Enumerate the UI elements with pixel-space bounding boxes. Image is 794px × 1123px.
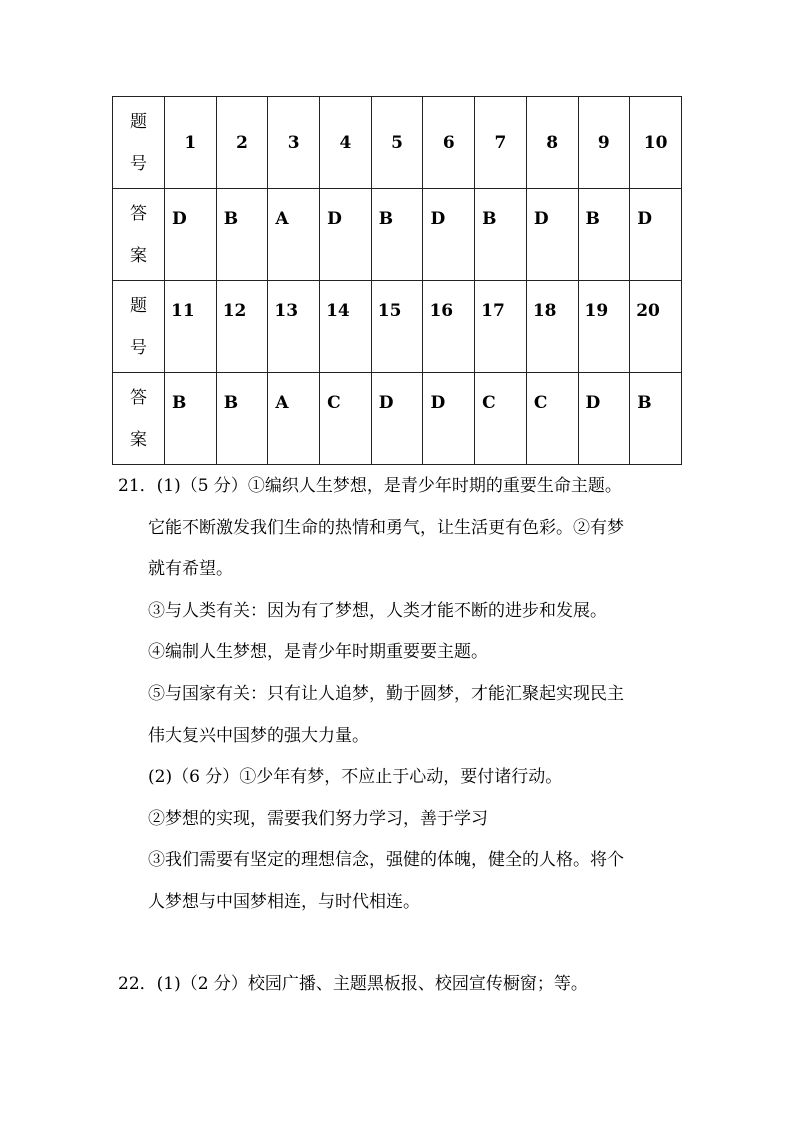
- label-char: 案: [130, 429, 147, 450]
- q21-line: 伟大复兴中国梦的强大力量。: [148, 725, 369, 746]
- table-cell: 5: [371, 97, 423, 189]
- table-cell: D: [423, 373, 475, 465]
- table-cell: 6: [423, 97, 475, 189]
- table-cell: D: [578, 373, 630, 465]
- table-cell: B: [578, 189, 630, 281]
- table-cell: 20: [630, 281, 682, 373]
- table-cell: D: [371, 373, 423, 465]
- table-cell: B: [371, 189, 423, 281]
- table-cell: 15: [371, 281, 423, 373]
- q21-line: 就有希望。: [148, 559, 233, 580]
- table-row: [113, 373, 682, 465]
- table-cell: A: [268, 373, 320, 465]
- table-cell: 9: [578, 97, 630, 189]
- row-label: [113, 373, 165, 465]
- table-cell: D: [526, 189, 578, 281]
- label-char: 答: [130, 387, 147, 408]
- table-cell: D: [423, 189, 475, 281]
- table-cell: 1: [165, 97, 217, 189]
- q21-part2-line: (2)（6 分）①少年有梦，不应止于心动，要付诸行动。: [148, 767, 563, 788]
- table-cell: C: [475, 373, 527, 465]
- table-cell: 14: [320, 281, 372, 373]
- table-cell: 16: [423, 281, 475, 373]
- table-row: [113, 281, 682, 373]
- table-cell: C: [526, 373, 578, 465]
- q21-line: ④编制人生梦想，是青少年时期重要要主题。: [148, 642, 488, 663]
- table-cell: 17: [475, 281, 527, 373]
- table-cell: 13: [268, 281, 320, 373]
- table-cell: B: [216, 189, 268, 281]
- table-cell: B: [475, 189, 527, 281]
- label-char: 案: [130, 245, 147, 266]
- label-char: 答: [130, 203, 147, 224]
- table-cell: 8: [526, 97, 578, 189]
- table-cell: B: [165, 373, 217, 465]
- answer-text: [118, 466, 698, 1005]
- q21-line: ③与人类有关：因为有了梦想，人类才能不断的进步和发展。: [148, 600, 607, 621]
- label-char: 题: [130, 295, 147, 316]
- table-cell: D: [630, 189, 682, 281]
- table-cell: C: [320, 373, 372, 465]
- table-cell: 10: [630, 97, 682, 189]
- table-cell: 7: [475, 97, 527, 189]
- table-cell: B: [630, 373, 682, 465]
- spacer: [118, 924, 698, 964]
- label-char: 题: [130, 111, 147, 132]
- table-cell: A: [268, 189, 320, 281]
- row-label: [113, 281, 165, 373]
- row-label: [113, 189, 165, 281]
- q21-line: ⑤与国家有关：只有让人追梦，勤于圆梦，才能汇聚起实现民主: [148, 683, 624, 704]
- table-cell: 12: [216, 281, 268, 373]
- table-cell: B: [216, 373, 268, 465]
- table-cell: D: [320, 189, 372, 281]
- table-cell: 4: [320, 97, 372, 189]
- q21-heading-line: 21．(1)（5 分）①编织人生梦想，是青少年时期的重要生命主题。: [118, 476, 622, 496]
- table-cell: 19: [578, 281, 630, 373]
- q22-heading-line: 22．(1)（2 分）校园广播、主题黑板报、校园宣传橱窗；等。: [118, 973, 588, 994]
- table-cell: 3: [268, 97, 320, 189]
- answer-table: [112, 96, 682, 465]
- table-row: [113, 189, 682, 281]
- table-cell: 18: [526, 281, 578, 373]
- table-cell: 2: [216, 97, 268, 189]
- row-label: [113, 97, 165, 189]
- label-char: 号: [130, 153, 147, 174]
- q21-line: 人梦想与中国梦相连，与时代相连。: [148, 891, 420, 912]
- label-char: 号: [130, 337, 147, 358]
- table-row: [113, 97, 682, 189]
- q21-line: 它能不断激发我们生命的热情和勇气，让生活更有色彩。②有梦: [148, 517, 624, 538]
- q21-line: ③我们需要有坚定的理想信念，强健的体魄，健全的人格。将个: [148, 850, 624, 871]
- table-cell: D: [165, 189, 217, 281]
- q21-line: ②梦想的实现，需要我们努力学习，善于学习: [148, 808, 488, 829]
- table-cell: 11: [165, 281, 217, 373]
